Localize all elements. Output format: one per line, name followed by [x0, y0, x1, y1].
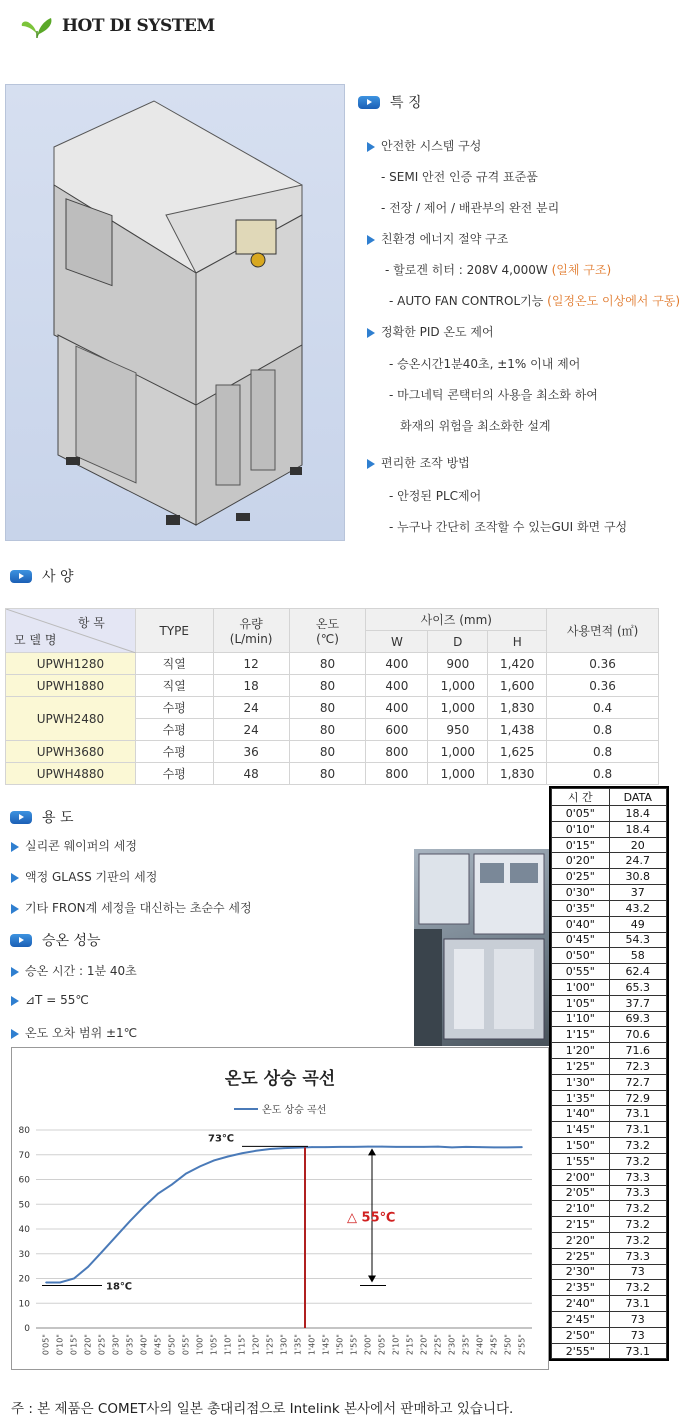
- x-tick-label: 1'25": [265, 1334, 275, 1356]
- time-cell: 0'40": [552, 916, 610, 932]
- spec-header-type: TYPE: [135, 609, 213, 653]
- data-point: [143, 1206, 145, 1208]
- value-cell: 69.3: [609, 1011, 667, 1027]
- data-point: [129, 1220, 131, 1222]
- footer-note: 주 : 본 제품은 COMET사의 일본 총대리점으로 Intelink 본사에서 판매하고 있습니다.: [11, 1401, 514, 1417]
- value-cell: 73.1: [609, 1106, 667, 1122]
- x-tick-label: 0'15": [69, 1334, 79, 1356]
- y-tick-label: 60: [18, 1175, 30, 1186]
- x-tick-label: 0'50": [167, 1334, 177, 1356]
- usage-heading: [10, 807, 74, 827]
- x-tick-label: 1'20": [251, 1334, 261, 1356]
- table-row: [552, 979, 667, 995]
- x-tick-label: 2'50": [503, 1334, 513, 1356]
- time-cell: 1'05": [552, 995, 610, 1011]
- time-cell: 0'45": [552, 932, 610, 948]
- x-tick-label: 0'20": [83, 1334, 93, 1356]
- spec-header-item: 항 목: [77, 616, 105, 630]
- x-tick-label: 2'35": [461, 1334, 471, 1356]
- time-cell: 2'30": [552, 1264, 610, 1280]
- table-row: [552, 1074, 667, 1090]
- data-point: [157, 1193, 159, 1195]
- spec-header-flow: 유량 (L/min): [213, 609, 289, 653]
- time-cell: 0'55": [552, 964, 610, 980]
- table-row: [552, 885, 667, 901]
- table-row: [552, 1106, 667, 1122]
- x-tick-label: 2'00": [363, 1334, 373, 1356]
- time-cell: 1'55": [552, 1153, 610, 1169]
- temperature-chart: [11, 1047, 549, 1370]
- y-tick-label: 30: [18, 1249, 30, 1260]
- chart-svg: [12, 1048, 548, 1369]
- triangle-bullet-icon: [11, 1029, 19, 1039]
- value-cell: 72.7: [609, 1074, 667, 1090]
- data-point: [213, 1160, 215, 1162]
- delta-annotation: △ 55℃: [347, 1210, 396, 1226]
- time-cell: 1'00": [552, 979, 610, 995]
- time-cell: 2'10": [552, 1201, 610, 1217]
- table-row: [552, 1264, 667, 1280]
- time-cell: 2'35": [552, 1280, 610, 1296]
- value-cell: 73.1: [609, 1296, 667, 1312]
- table-row: UPWH1280 직열 12 80 400 900 1,420 0.36: [6, 653, 659, 675]
- triangle-bullet-icon: [11, 967, 19, 977]
- data-point: [241, 1152, 243, 1154]
- x-tick-label: 1'50": [335, 1334, 345, 1356]
- data-point: [311, 1146, 313, 1148]
- spec-header-area: 사용면적 (㎡): [547, 609, 659, 653]
- x-tick-label: 2'15": [405, 1334, 415, 1356]
- spec-header-h: H: [488, 631, 547, 653]
- data-point: [325, 1146, 327, 1148]
- x-tick-label: 0'55": [181, 1334, 191, 1356]
- value-cell: 73.1: [609, 1343, 667, 1359]
- feature-item: 화재의 위험을 최소화한 설계: [400, 419, 551, 433]
- table-row: [552, 1027, 667, 1043]
- x-tick-label: 2'10": [391, 1334, 401, 1356]
- table-row: 수평 24 80 600 950 1,438 0.8: [6, 719, 659, 741]
- time-cell: 1'10": [552, 1011, 610, 1027]
- table-row: UPWH4880 수평 48 80 800 1,000 1,830 0.8: [6, 763, 659, 785]
- x-tick-label: 0'05": [41, 1334, 51, 1356]
- time-cell: 0'15": [552, 837, 610, 853]
- data-point: [227, 1156, 229, 1158]
- data-point: [409, 1146, 411, 1148]
- x-tick-label: 2'25": [433, 1334, 443, 1356]
- time-cell: 1'20": [552, 1043, 610, 1059]
- value-cell: 73.3: [609, 1185, 667, 1201]
- bottom-annotation: 18℃: [106, 1281, 133, 1293]
- time-cell: 2'45": [552, 1312, 610, 1328]
- x-tick-label: 1'15": [237, 1334, 247, 1356]
- section-arrow-icon: [10, 811, 32, 824]
- spec-heading-label: 사 양: [42, 569, 74, 585]
- spec-header-size: 사이즈 (mm): [366, 609, 547, 631]
- value-cell: 20: [609, 837, 667, 853]
- table-row: [552, 1090, 667, 1106]
- triangle-bullet-icon: [367, 459, 375, 469]
- table-row: UPWH2480 수평 24 80 400 1,000 1,830 0.4: [6, 697, 659, 719]
- x-tick-label: 0'35": [125, 1334, 135, 1356]
- data-point: [353, 1146, 355, 1148]
- x-tick-label: 1'55": [349, 1334, 359, 1356]
- heating-item: 온도 오차 범위 ±1℃: [11, 1024, 137, 1041]
- value-cell: 73.2: [609, 1232, 667, 1248]
- x-tick-label: 0'45": [153, 1334, 163, 1356]
- equipment-photo: [414, 849, 549, 1046]
- feature-item: - 할로겐 히터 : 208V 4,000W (일체 구조): [385, 263, 612, 277]
- feature-group-label: 편리한 조작 방법: [367, 454, 470, 471]
- data-point: [297, 1147, 299, 1149]
- value-cell: 73.2: [609, 1138, 667, 1154]
- machine-image: [5, 84, 345, 541]
- section-arrow-icon: [10, 570, 32, 583]
- y-tick-label: 70: [18, 1150, 30, 1161]
- table-row: [552, 1201, 667, 1217]
- table-row: [552, 1153, 667, 1169]
- series-line: [46, 1147, 522, 1283]
- data-point: [185, 1173, 187, 1175]
- value-cell: 30.8: [609, 869, 667, 885]
- triangle-bullet-icon: [367, 235, 375, 245]
- data-point: [199, 1166, 201, 1168]
- x-tick-label: 1'45": [321, 1334, 331, 1356]
- value-cell: 73: [609, 1312, 667, 1328]
- spec-heading: [10, 566, 74, 586]
- x-tick-label: 2'05": [377, 1334, 387, 1356]
- data-point: [255, 1150, 257, 1152]
- time-cell: 2'15": [552, 1217, 610, 1233]
- table-row: [552, 916, 667, 932]
- spec-table: [5, 608, 659, 785]
- feature-group-label: 친환경 에너지 절약 구조: [367, 230, 508, 247]
- delta-arrow-up-icon: [368, 1148, 376, 1155]
- triangle-bullet-icon: [367, 328, 375, 338]
- time-cell: 1'45": [552, 1122, 610, 1138]
- value-cell: 49: [609, 916, 667, 932]
- heating-heading: [10, 930, 101, 950]
- feature-item: - 승온시간1분40초, ±1% 이내 제어: [389, 357, 581, 371]
- table-row: [552, 837, 667, 853]
- time-cell: 2'20": [552, 1232, 610, 1248]
- spec-header-temp: 온도 (℃): [289, 609, 366, 653]
- usage-heading-label: 용 도: [42, 810, 74, 826]
- chart-title: 온도 상승 곡선: [224, 1069, 336, 1089]
- x-tick-label: 1'30": [279, 1334, 289, 1356]
- x-tick-label: 1'10": [223, 1334, 233, 1356]
- feature-item: - SEMI 안전 인증 규격 표준품: [381, 170, 538, 184]
- time-cell: 0'10": [552, 821, 610, 837]
- table-row: [552, 1138, 667, 1154]
- y-tick-label: 40: [18, 1225, 30, 1235]
- data-header-time: 시 간: [552, 789, 610, 806]
- time-cell: 0'25": [552, 869, 610, 885]
- y-tick-label: 20: [18, 1274, 30, 1285]
- table-row: UPWH3680 수평 36 80 800 1,000 1,625 0.8: [6, 741, 659, 763]
- page-title: HOT DI SYSTEM: [62, 16, 215, 36]
- value-cell: 73.3: [609, 1169, 667, 1185]
- feature-item: - 누구나 간단히 조작할 수 있는GUI 화면 구성: [389, 520, 628, 534]
- table-row: [552, 1232, 667, 1248]
- value-cell: 43.2: [609, 900, 667, 916]
- x-tick-label: 2'55": [517, 1334, 527, 1356]
- data-point: [451, 1147, 453, 1149]
- x-tick-label: 0'30": [111, 1334, 121, 1356]
- table-row: [552, 948, 667, 964]
- spec-header-corner: [6, 609, 136, 653]
- value-cell: 18.4: [609, 821, 667, 837]
- table-row: [552, 1059, 667, 1075]
- data-point: [73, 1278, 75, 1280]
- table-row: [552, 900, 667, 916]
- x-tick-label: 1'35": [293, 1334, 303, 1356]
- table-row: [552, 1327, 667, 1343]
- value-cell: 62.4: [609, 964, 667, 980]
- features-heading: [358, 92, 422, 112]
- y-tick-label: 50: [18, 1200, 30, 1211]
- table-row: [552, 1312, 667, 1328]
- table-row: [552, 1185, 667, 1201]
- time-cell: 1'15": [552, 1027, 610, 1043]
- time-cell: 1'40": [552, 1106, 610, 1122]
- value-cell: 71.6: [609, 1043, 667, 1059]
- usage-item: 실리콘 웨이퍼의 세정: [11, 837, 137, 854]
- data-point: [437, 1146, 439, 1148]
- x-tick-label: 0'10": [55, 1334, 65, 1356]
- x-tick-label: 1'40": [307, 1334, 317, 1356]
- feature-item: - AUTO FAN CONTROL기능 (일정온도 이상에서 구동): [389, 294, 681, 308]
- value-cell: 24.7: [609, 853, 667, 869]
- feature-item: - 전장 / 제어 / 배관부의 완전 분리: [381, 201, 560, 215]
- spec-header-d: D: [428, 631, 488, 653]
- time-cell: 1'30": [552, 1074, 610, 1090]
- time-cell: 0'35": [552, 900, 610, 916]
- value-cell: 73: [609, 1264, 667, 1280]
- time-cell: 1'50": [552, 1138, 610, 1154]
- feature-item: - 안정된 PLC제어: [389, 489, 482, 503]
- data-point: [59, 1282, 61, 1284]
- y-tick-label: 10: [18, 1299, 30, 1310]
- spec-header-model: 모 델 명: [14, 633, 57, 647]
- time-cell: 2'55": [552, 1343, 610, 1359]
- value-cell: 73.2: [609, 1153, 667, 1169]
- value-cell: 72.3: [609, 1059, 667, 1075]
- features-heading-label: 특 징: [390, 95, 422, 111]
- value-cell: 72.9: [609, 1090, 667, 1106]
- value-cell: 73.2: [609, 1201, 667, 1217]
- table-row: [552, 964, 667, 980]
- x-tick-label: 1'05": [209, 1334, 219, 1356]
- heating-item: 승온 시간 : 1분 40초: [11, 962, 137, 979]
- feature-item: - 마그네틱 콘택터의 사용을 최소화 하여: [389, 388, 598, 402]
- data-point: [171, 1184, 173, 1186]
- usage-item: 액정 GLASS 기판의 세정: [11, 868, 157, 885]
- table-row: [552, 1343, 667, 1359]
- data-point: [479, 1146, 481, 1148]
- value-cell: 37: [609, 885, 667, 901]
- top-annotation: 73℃: [208, 1133, 235, 1145]
- spec-header-w: W: [366, 631, 428, 653]
- table-row: [552, 1248, 667, 1264]
- data-point: [395, 1146, 397, 1148]
- usage-item: 기타 FRON계 세정을 대신하는 초순수 세정: [11, 899, 252, 916]
- data-point: [367, 1146, 369, 1148]
- table-row: [552, 853, 667, 869]
- table-row: [552, 1296, 667, 1312]
- data-point: [283, 1147, 285, 1149]
- x-tick-label: 2'20": [419, 1334, 429, 1356]
- feature-group-label: 안전한 시스템 구성: [367, 137, 481, 154]
- x-tick-label: 2'40": [475, 1334, 485, 1356]
- table-row: [552, 1169, 667, 1185]
- time-cell: 0'50": [552, 948, 610, 964]
- time-cell: 2'40": [552, 1296, 610, 1312]
- table-row: [552, 1280, 667, 1296]
- legend-label: 온도 상승 곡선: [262, 1105, 327, 1116]
- y-tick-label: 80: [18, 1126, 30, 1136]
- time-cell: 2'05": [552, 1185, 610, 1201]
- value-cell: 18.4: [609, 806, 667, 822]
- value-cell: 58: [609, 948, 667, 964]
- value-cell: 73.2: [609, 1280, 667, 1296]
- time-cell: 0'30": [552, 885, 610, 901]
- data-point: [101, 1251, 103, 1253]
- table-row: [552, 869, 667, 885]
- table-row: [552, 1043, 667, 1059]
- triangle-bullet-icon: [11, 842, 19, 852]
- x-tick-label: 0'25": [97, 1334, 107, 1356]
- data-point: [45, 1282, 47, 1284]
- data-point: [423, 1146, 425, 1148]
- data-point: [507, 1147, 509, 1149]
- data-point: [521, 1146, 523, 1148]
- section-arrow-icon: [358, 96, 380, 109]
- table-row: [552, 821, 667, 837]
- value-cell: 73.1: [609, 1122, 667, 1138]
- value-cell: 73.2: [609, 1217, 667, 1233]
- time-cell: 0'05": [552, 806, 610, 822]
- data-point: [339, 1146, 341, 1148]
- time-cell: 2'25": [552, 1248, 610, 1264]
- value-cell: 54.3: [609, 932, 667, 948]
- data-point: [115, 1236, 117, 1238]
- triangle-bullet-icon: [367, 142, 375, 152]
- time-cell: 1'25": [552, 1059, 610, 1075]
- value-cell: 73: [609, 1327, 667, 1343]
- triangle-bullet-icon: [11, 996, 19, 1006]
- data-table: [549, 786, 669, 1361]
- section-arrow-icon: [10, 934, 32, 947]
- data-header-data: DATA: [609, 789, 667, 806]
- value-cell: 73.3: [609, 1248, 667, 1264]
- data-point: [381, 1146, 383, 1148]
- table-row: [552, 1011, 667, 1027]
- table-header-row: [552, 789, 667, 806]
- time-cell: 2'00": [552, 1169, 610, 1185]
- feature-group-label: 정확한 PID 온도 제어: [367, 323, 494, 340]
- data-point: [493, 1147, 495, 1149]
- data-point: [87, 1266, 89, 1268]
- heating-item: ⊿T = 55℃: [11, 993, 89, 1007]
- leaf-icon: [20, 14, 54, 40]
- table-row: [552, 932, 667, 948]
- data-point: [269, 1148, 271, 1150]
- x-tick-label: 2'45": [489, 1334, 499, 1356]
- time-cell: 2'50": [552, 1327, 610, 1343]
- x-tick-label: 2'30": [447, 1334, 457, 1356]
- triangle-bullet-icon: [11, 904, 19, 914]
- value-cell: 37.7: [609, 995, 667, 1011]
- x-tick-label: 0'40": [139, 1334, 149, 1356]
- table-row: [552, 1122, 667, 1138]
- table-row: [552, 995, 667, 1011]
- time-cell: 0'20": [552, 853, 610, 869]
- value-cell: 70.6: [609, 1027, 667, 1043]
- table-row: [552, 1217, 667, 1233]
- value-cell: 65.3: [609, 979, 667, 995]
- triangle-bullet-icon: [11, 873, 19, 883]
- time-cell: 1'35": [552, 1090, 610, 1106]
- x-tick-label: 1'00": [195, 1334, 205, 1356]
- heating-heading-label: 승온 성능: [42, 933, 101, 949]
- y-tick-label: 0: [24, 1324, 30, 1334]
- data-point: [465, 1146, 467, 1148]
- table-row: [552, 806, 667, 822]
- table-row: UPWH1880 직열 18 80 400 1,000 1,600 0.36: [6, 675, 659, 697]
